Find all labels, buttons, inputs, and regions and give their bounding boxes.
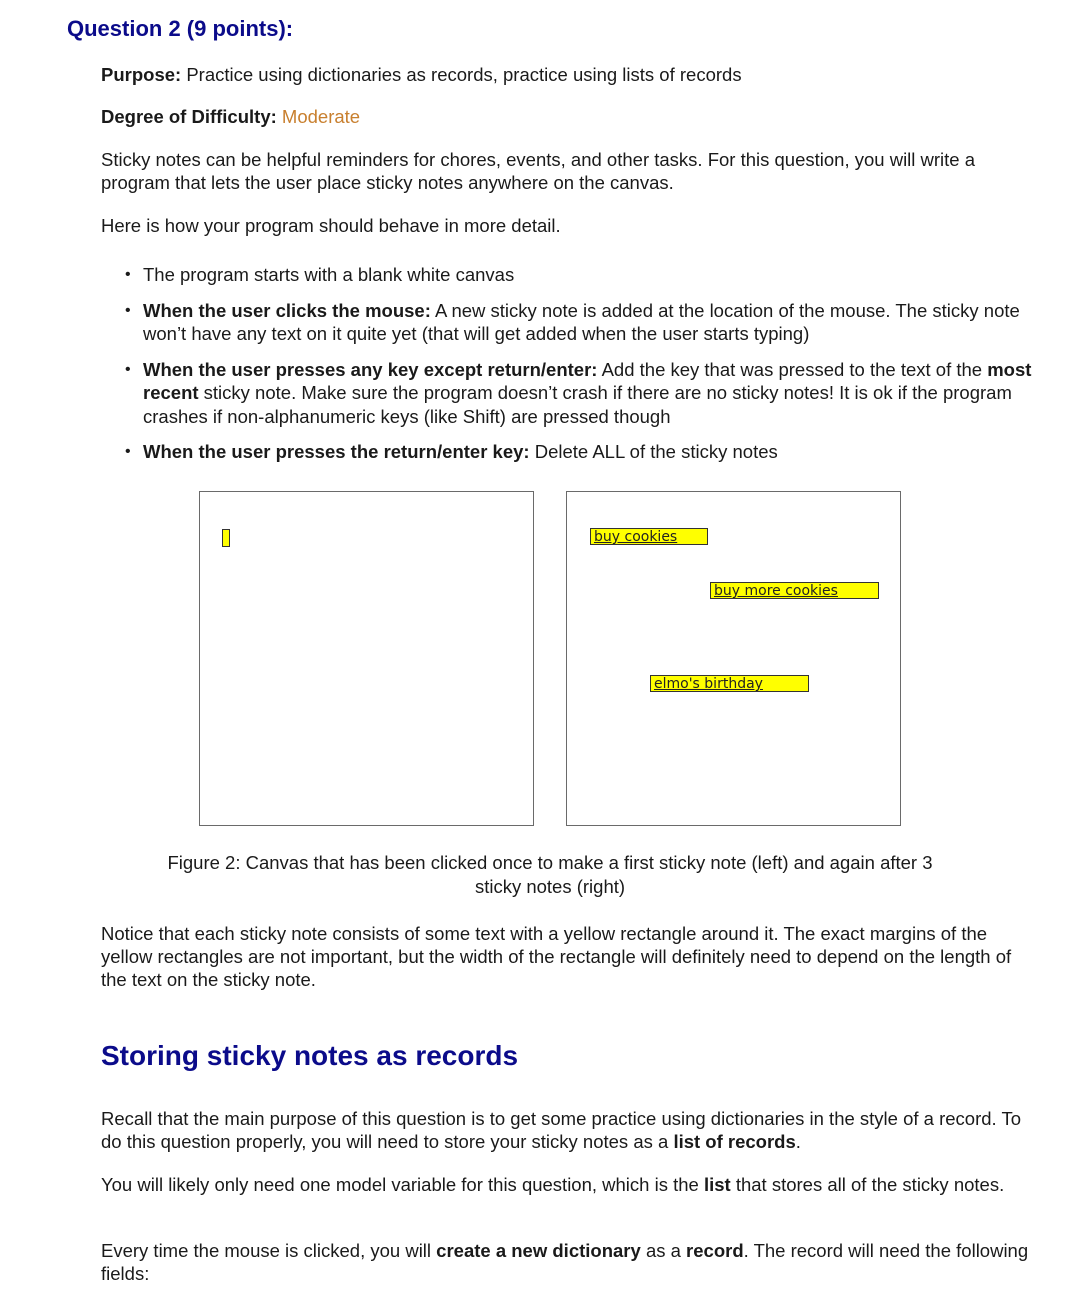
behavior-item-emphasis: most recent xyxy=(143,358,1032,403)
every-emphasis: record xyxy=(686,1240,744,1261)
every-text: . The record will need the following fields: xyxy=(101,1240,1029,1284)
recall-text: Recall that the main purpose of this question is to get some practice using dictionaries in the style of a record. To do this question properly, you will need to store your sticky notes as a xyxy=(101,1108,1022,1152)
every-text: Every time the mouse is clicked, you will xyxy=(101,1240,432,1261)
recall-paragraph xyxy=(101,1107,1036,1153)
sticky-note: buy more cookies xyxy=(710,582,879,599)
sticky-note: elmo's birthday xyxy=(650,675,809,692)
purpose-text: Practice using dictionaries as records, practice using lists of records xyxy=(186,64,742,85)
every-paragraph xyxy=(101,1239,1036,1285)
question-title: Question 2 (9 points): xyxy=(67,16,294,41)
section-heading: Storing sticky notes as records xyxy=(101,1040,519,1071)
figure-canvas-left xyxy=(199,491,534,826)
intro-paragraph: Sticky notes can be helpful reminders for chores, events, and other tasks. For this question, you will write a program that lets the user place sticky notes anywhere on the canvas. xyxy=(101,149,976,193)
behavior-item-text: Delete ALL of the sticky notes xyxy=(534,441,778,462)
figure-caption-line: sticky notes (right) xyxy=(474,876,626,897)
figure-caption xyxy=(120,851,980,899)
behavior-intro: Here is how your program should behave in more detail. xyxy=(101,215,561,236)
behavior-item-key xyxy=(101,358,1036,429)
figure-caption-line: Figure 2: Canvas that has been clicked once to make a first sticky note (left) and again after 3 xyxy=(167,852,933,873)
behavior-item-enter xyxy=(101,440,1036,464)
difficulty-line xyxy=(101,105,1036,128)
model-text: that stores all of the sticky notes. xyxy=(735,1174,1005,1195)
behavior-item-text: sticky note. Make sure the program doesn’t crash if there are no sticky notes! It is ok if the program crashes if non-alphanumeric keys (like Shift) are pressed though xyxy=(143,382,1012,427)
behavior-item-text: The program starts with a blank white canvas xyxy=(143,264,515,285)
model-paragraph xyxy=(101,1173,1036,1196)
purpose-line xyxy=(101,63,1036,86)
sticky-note-empty xyxy=(222,529,230,547)
every-emphasis: create a new dictionary xyxy=(436,1240,641,1261)
behavior-list xyxy=(101,263,1036,476)
behavior-item-start xyxy=(101,263,1036,287)
difficulty-label: Degree of Difficulty: xyxy=(101,106,277,127)
behavior-item-text: Add the key that was pressed to the text of the xyxy=(601,358,983,380)
every-text: as a xyxy=(645,1240,681,1261)
behavior-item-label: When the user presses the return/enter key: xyxy=(143,441,530,462)
behavior-item-text: A new sticky note is added at the location of the mouse. The sticky note won’t have any text on it quite yet (that will get added when the user starts typing) xyxy=(143,299,1020,344)
figure-canvas-right xyxy=(566,491,901,826)
difficulty-value: Moderate xyxy=(281,106,361,127)
notice-paragraph: Notice that each sticky note consists of some text with a yellow rectangle around it. The exact margins of the yellow rectangles are not important, but the width of the rectangle will definitely need to depend on the length of the text on the sticky note. xyxy=(101,923,1012,990)
sticky-note: buy cookies xyxy=(590,528,708,545)
recall-emphasis: list of records xyxy=(673,1131,796,1152)
behavior-item-label: When the user presses any key except return/enter: xyxy=(143,358,598,380)
purpose-label: Purpose: xyxy=(101,64,182,85)
behavior-item-click xyxy=(101,299,1036,346)
recall-end: . xyxy=(795,1131,801,1152)
model-text: You will likely only need one model variable for this question, which is the xyxy=(101,1174,699,1195)
behavior-item-label: When the user clicks the mouse: xyxy=(143,299,431,321)
model-emphasis: list xyxy=(703,1174,731,1195)
